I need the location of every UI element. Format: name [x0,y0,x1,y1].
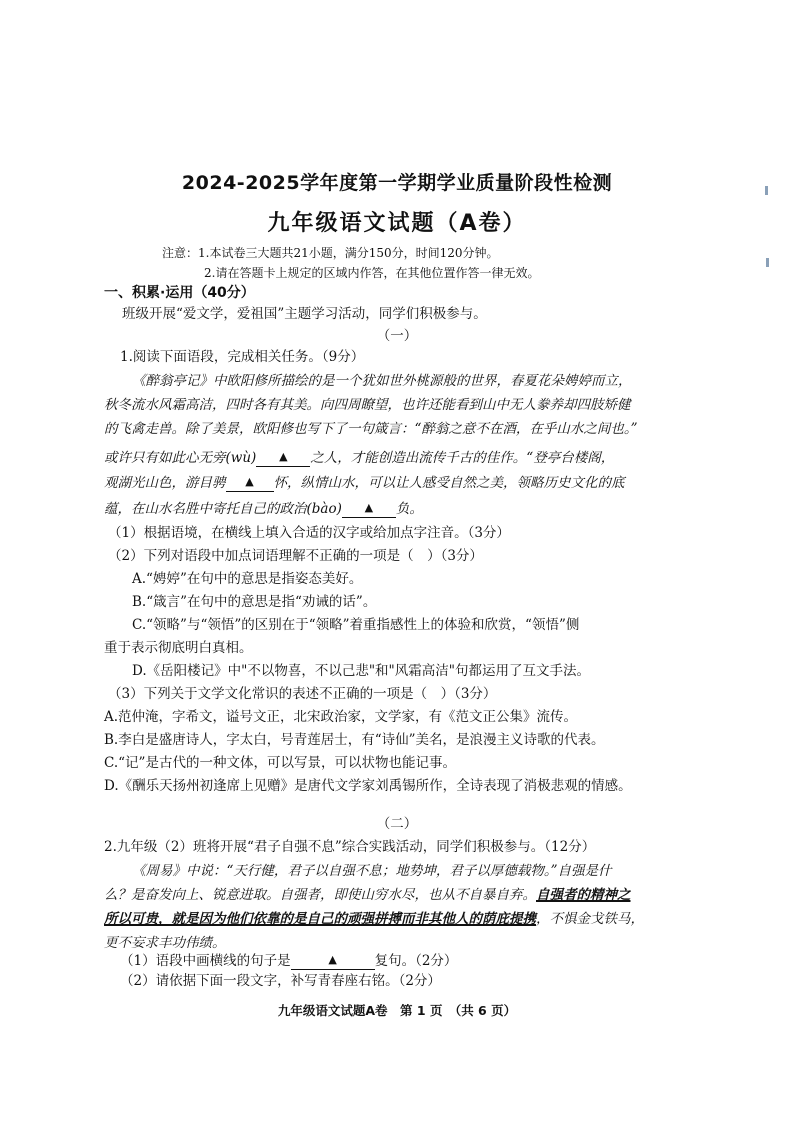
passage-line: 更不妄求丰功伟绩。 [104,935,226,951]
answer-blank[interactable] [291,950,375,970]
sub-question-2: （2）下列对语段中加点词语理解不正确的一项是（ ）（3分） [108,548,483,564]
question-1-stem: 1.阅读下面语段，完成相关任务。（9分） [120,349,365,365]
option-b: B.李白是盛唐诗人，字太白，号青莲居士，有“诗仙”美名，是浪漫主义诗歌的代表。 [104,732,605,748]
part-label-2: （二） [376,816,418,832]
triangle-icon: ▲ [364,501,374,514]
scan-artifact [766,258,769,267]
answer-blank[interactable] [342,498,396,518]
passage-line [104,498,423,518]
option-a: A.范仲淹，字希文，谥号文正，北宋政治家，文学家，有《范文正公集》流传。 [104,709,578,725]
sub-question-3: （3）下列关于文学文化常识的表述不正确的一项是（ ）（3分） [108,686,497,702]
question-text: 复句。（2分） [374,953,458,969]
passage-line: 《周易》中说：“天行健，君子以自强不息；地势坤，君子以厚德载物。”自强是什 [132,863,612,879]
triangle-icon: ▲ [328,953,337,966]
passage-line [104,886,631,904]
notice-line-2: 2.请在答题卡上规定的区域内作答，在其他位置作答一律无效。 [204,266,540,280]
passage-text: 负。 [395,501,423,517]
option-b: B.“箴言”在句中的意思是指“劝诫的话”。 [132,594,377,610]
answer-blank[interactable] [256,447,310,467]
passage-line [104,910,644,928]
part-label-1: （一） [376,328,418,344]
passage-text: 观湖光山色，游目骋 [104,475,226,491]
passage-text: ，不惧金戈铁马， [536,911,644,927]
page-footer: 九年级语文试题A卷 第 1 页 （共 6 页） [277,1003,517,1018]
exam-title: 2024-2025学年度第一学期学业质量阶段性检测 [181,172,613,194]
passage-line [104,472,625,492]
passage-text: 之人，才能创造出流传千古的佳作。“登亭台楼阁， [310,450,615,466]
notice-line-1: 注意：1.本试卷三大题共21小题，满分150分，时间120分钟。 [162,246,499,260]
answer-blank[interactable] [226,472,274,492]
passage-line: 秋冬流水风霜高洁，四时各有其美。向四周瞭望，也许还能看到山中无人豢养却四肢矫健 [104,397,631,413]
exam-subtitle: 九年级语文试题（A卷） [267,211,527,236]
sub-question-2: （2）请依据下面一段文字，补写青春座右铭。（2分） [120,973,441,989]
passage-line: 《醉翁亭记》中欧阳修所描绘的是一个犹如世外桃源般的世界，春夏花朵娉婷而立， [132,373,632,389]
question-2-stem: 2.九年级（2）班将开展“君子自强不息”综合实践活动，同学们积极参与。（12分） [104,839,596,855]
option-c: C.“领略”与“领悟”的区别在于“领略”着重指感性上的体验和欣赏，“领悟”侧 [132,617,580,633]
option-a: A.“娉婷”在句中的意思是指姿态美好。 [132,571,363,587]
option-c: C.“记”是古代的一种文体，可以写景，可以状物也能记事。 [104,755,456,771]
section-intro: 班级开展“爱文学，爱祖国”主题学习活动，同学们积极参与。 [122,306,487,322]
underlined-sentence: 自强者的精神之 [536,887,631,903]
underlined-sentence: 所以可贵，就是因为他们依靠的是自己的顽强拼搏而非其他人的荫庇提携 [104,911,536,927]
triangle-icon: ▲ [245,475,254,488]
option-d: D.《酬乐天扬州初逢席上见赠》是唐代文学家刘禹锡所作，全诗表现了消极悲观的情感。 [104,778,632,794]
sub-question-1 [120,950,457,970]
passage-line [104,447,614,467]
question-text: （1）语段中画横线的句子是 [120,953,291,969]
option-d: D.《岳阳楼记》中"不以物喜，不以己悲"和"风霜高洁"句都运用了互文手法。 [132,663,590,679]
passage-text: 怀，纵情山水，可以让人感受自然之美，领略历史文化的底 [273,475,625,491]
option-c-continued: 重于表示彻底明白真相。 [104,640,253,656]
passage-text: 或许只有如此心无旁(wù) [104,450,257,466]
sub-question-1: （1）根据语境，在横线上填入合适的汉字或给加点字注音。（3分） [108,525,510,541]
scan-artifact [765,186,768,195]
section-heading: 一、积累·运用（40分） [104,285,255,301]
passage-text: 么？是奋发向上、锐意进取。自强者，即使山穷水尽，也从不自暴自弃。 [104,887,536,903]
passage-text: 蕴，在山水名胜中寄托自己的政治(bào) [104,501,342,517]
passage-line: 的飞禽走兽。除了美景，欧阳修也写下了一句箴言：“醉翁之意不在酒，在乎山水之间也。” [104,421,638,437]
triangle-icon: ▲ [279,450,288,463]
